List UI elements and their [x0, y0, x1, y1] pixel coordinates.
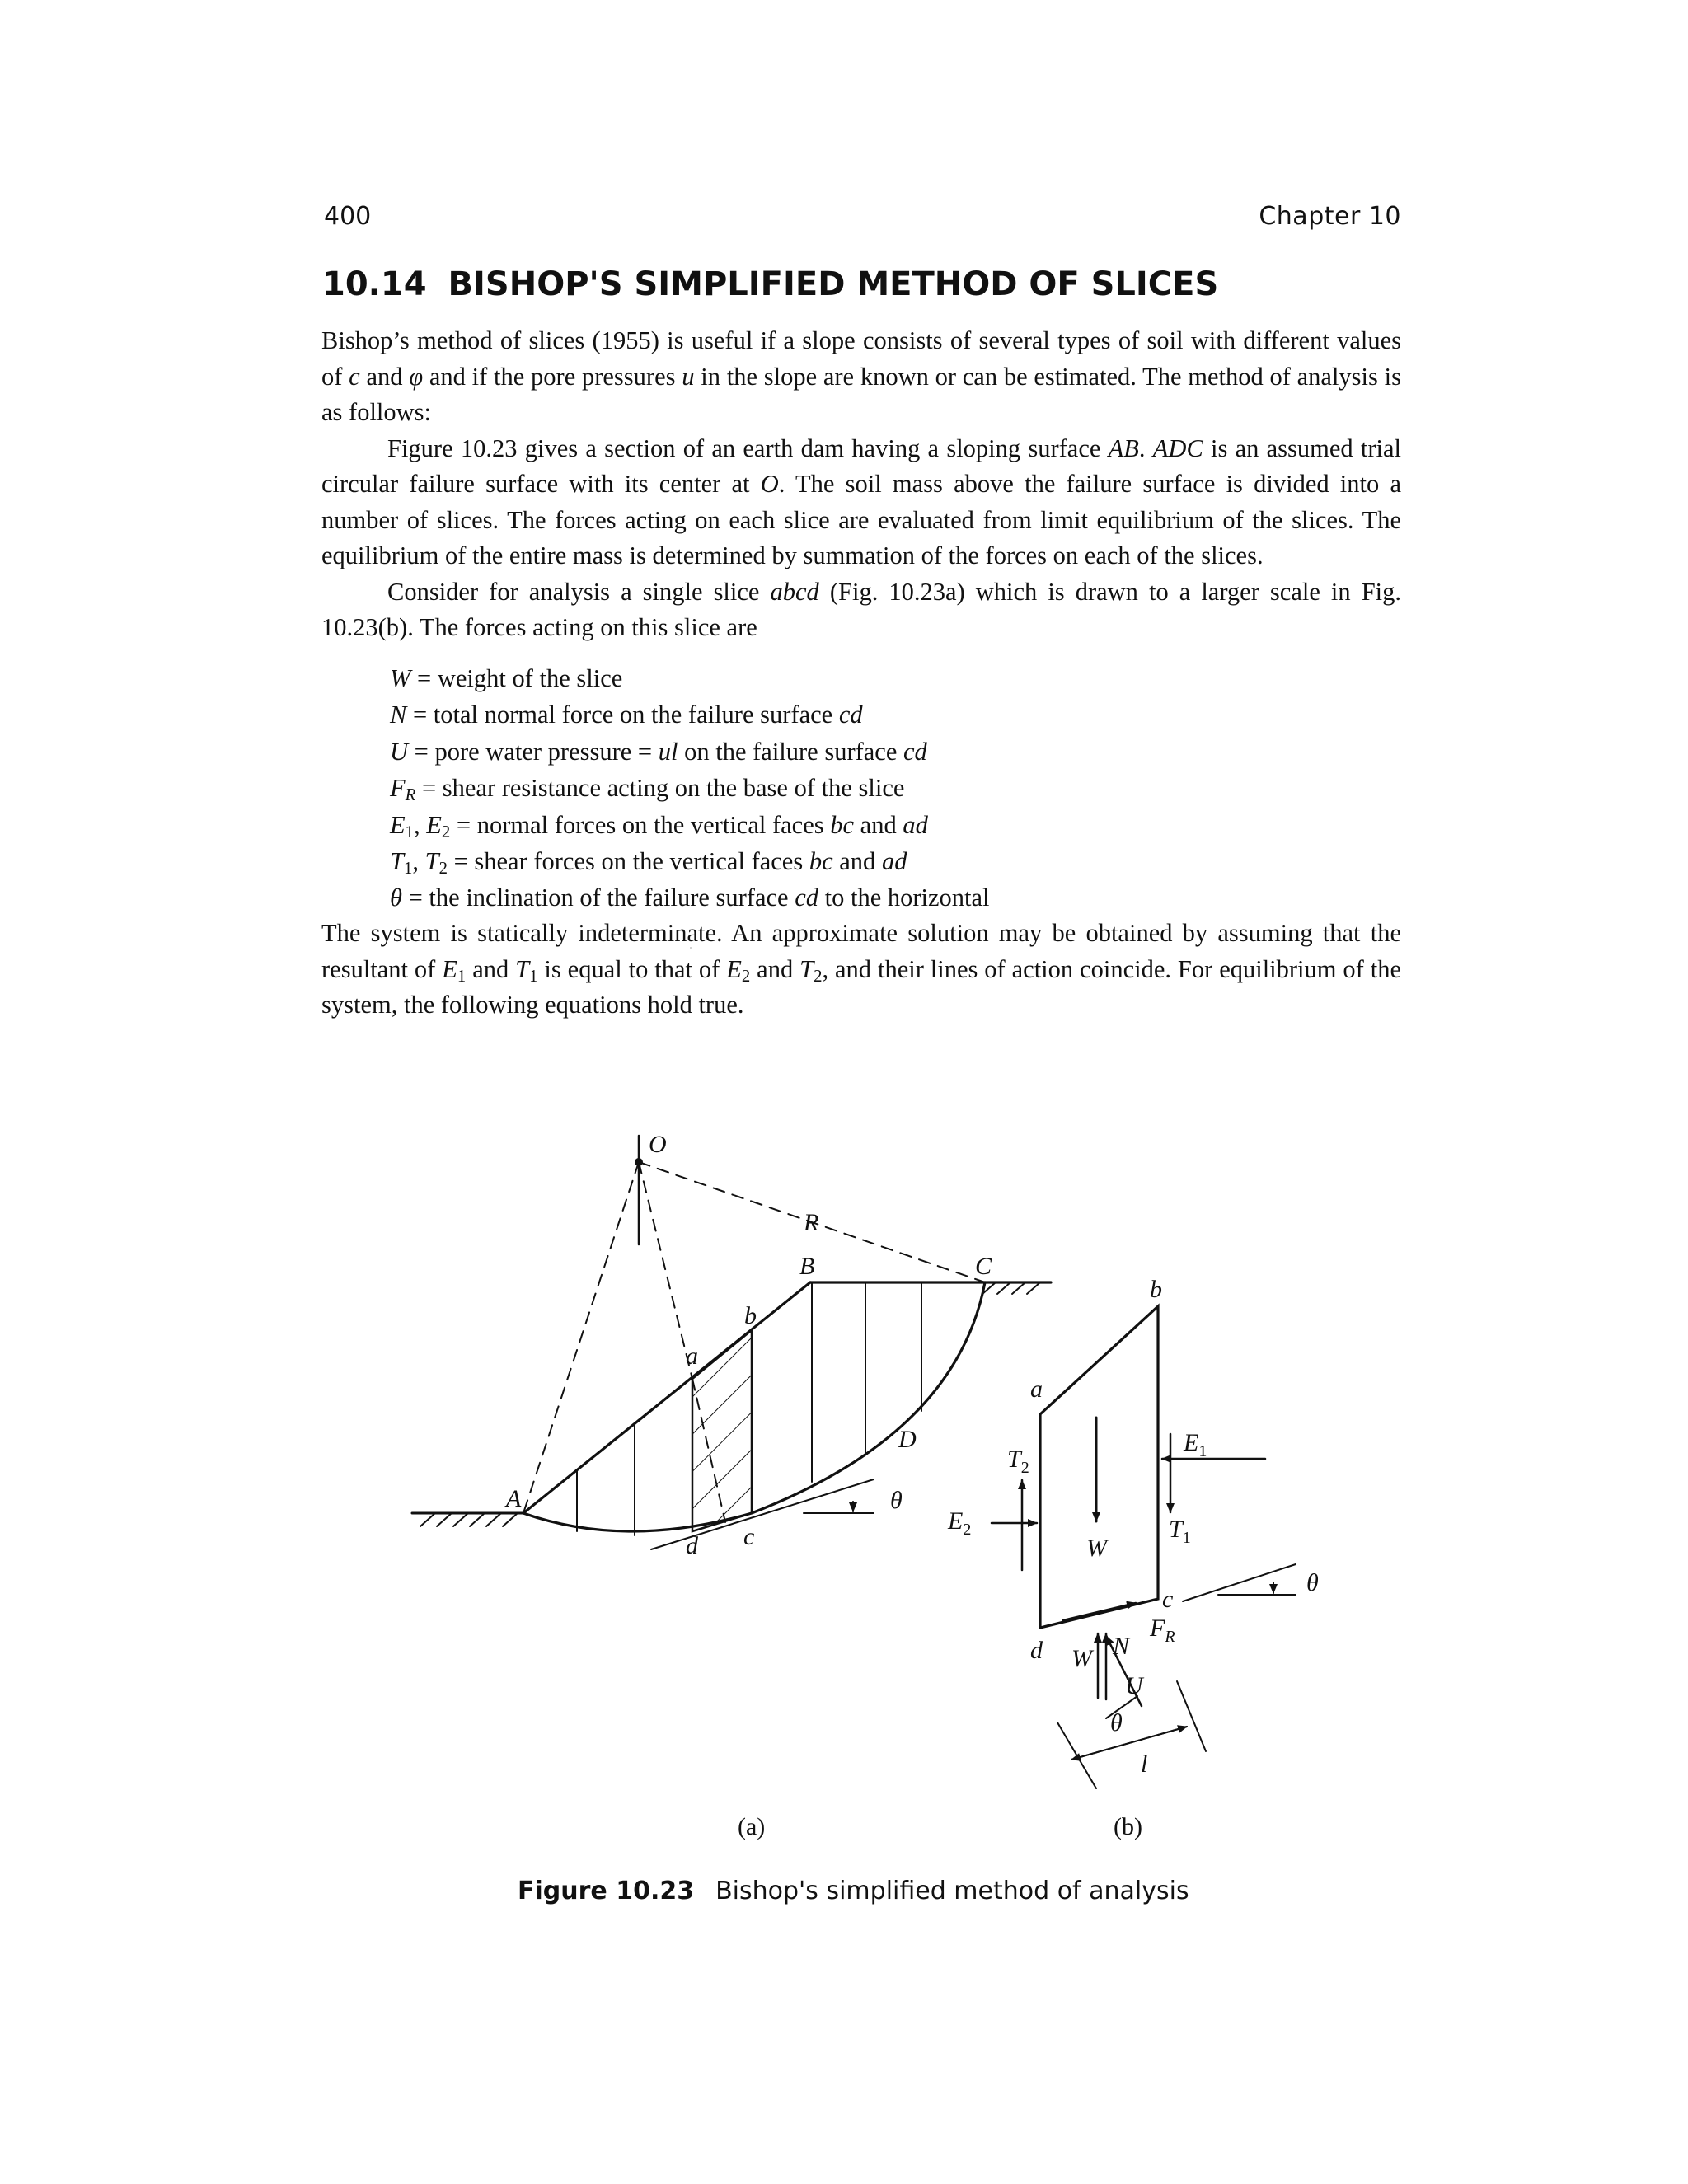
label-d-b: d [1030, 1637, 1043, 1664]
section-number: 10.14 [322, 265, 427, 303]
label-B: B [799, 1253, 815, 1280]
label-theta-base: θ [1110, 1709, 1123, 1736]
label-a-a: a [686, 1343, 698, 1370]
caption-panel-b: (b) [1114, 1813, 1142, 1840]
label-c-a: c [743, 1523, 755, 1550]
def-U: U = pore water pressure = ul on the failure surface cd [390, 737, 927, 766]
label-theta-b: θ [1306, 1569, 1319, 1596]
label-b-a: b [744, 1302, 757, 1329]
label-E2: $E_2$ [948, 1507, 972, 1539]
body-paragraph-indeterminate: The system is statically indeterminate. An approximate solution may be obtained by assuming that the resultant of $E_1$ and $T_1$ is equal to that of $E_2$ and $T_2$, and their lines of action coincide. For equilibrium of the system, the following equations hold true. [321, 919, 1401, 1019]
label-E1: $E_1$ [1184, 1429, 1207, 1460]
chapter-label: Chapter 10 [1259, 202, 1401, 231]
def-T: $T_1$, $T_2$ = shear forces on the vertical faces bc and ad [390, 847, 907, 879]
figure-caption-label: Figure 10.23 [518, 1877, 695, 1905]
label-U: U [1125, 1672, 1143, 1699]
label-FR: $F_R$ [1150, 1615, 1175, 1646]
label-c-b: c [1162, 1586, 1174, 1613]
label-l: l [1141, 1750, 1148, 1778]
label-O: O [649, 1131, 667, 1158]
label-C: C [975, 1253, 992, 1280]
label-d-a: d [686, 1532, 698, 1559]
figure-caption-text: Bishop's simplified method of analysis [715, 1877, 1189, 1905]
figure-caption [518, 1877, 1189, 1905]
def-theta: θ = the inclination of the failure surface cd to the horizontal [390, 883, 990, 912]
def-W: W = weight of the slice [390, 664, 623, 692]
body-paragraph-intro: Bishop’s method of slices (1955) is useful if a slope consists of several types of soil with different values of c and φ and if the pore pressures u in the slope are known or can be estimated. The method of analysis is as follows: Figure 10.23 gives a section of an earth dam having a sloping surface AB. ADC is an assumed trial circular failure surface with its center at O. The soil mass above the failure surface is divided into a number of slices. The forces acting on each slice are evaluated from limit equilibrium of the slices. The equilibrium of the entire mass is determined by summation of the forces on each of the slices. Consider for analysis a single slice abcd (Fig. 10.23a) which is drawn to a larger scale in Fig. 10.23(b). The forces acting on this slice are [321, 326, 1401, 641]
def-N: N = total normal force on the failure surface cd [390, 701, 863, 729]
label-T2: $T_2$ [1007, 1446, 1029, 1477]
section-title: BISHOP'S SIMPLIFIED METHOD OF SLICES [448, 265, 1219, 303]
label-a-b: a [1030, 1376, 1043, 1403]
label-R: R [804, 1209, 819, 1236]
label-W-base: W [1071, 1645, 1092, 1672]
label-W-slice: W [1086, 1535, 1107, 1562]
def-E: $E_1$, $E_2$ = normal forces on the vertical faces bc and ad [390, 810, 928, 841]
label-N: N [1113, 1633, 1130, 1660]
label-T1: $T_1$ [1169, 1516, 1191, 1547]
label-D: D [898, 1426, 917, 1453]
label-theta-a: θ [890, 1487, 903, 1514]
label-A: A [506, 1485, 522, 1512]
def-FR: $F_R$ = shear resistance acting on the base of the slice [390, 774, 905, 805]
label-b-b: b [1150, 1276, 1162, 1303]
page-number: 400 [324, 202, 372, 231]
caption-panel-a: (a) [738, 1813, 766, 1840]
